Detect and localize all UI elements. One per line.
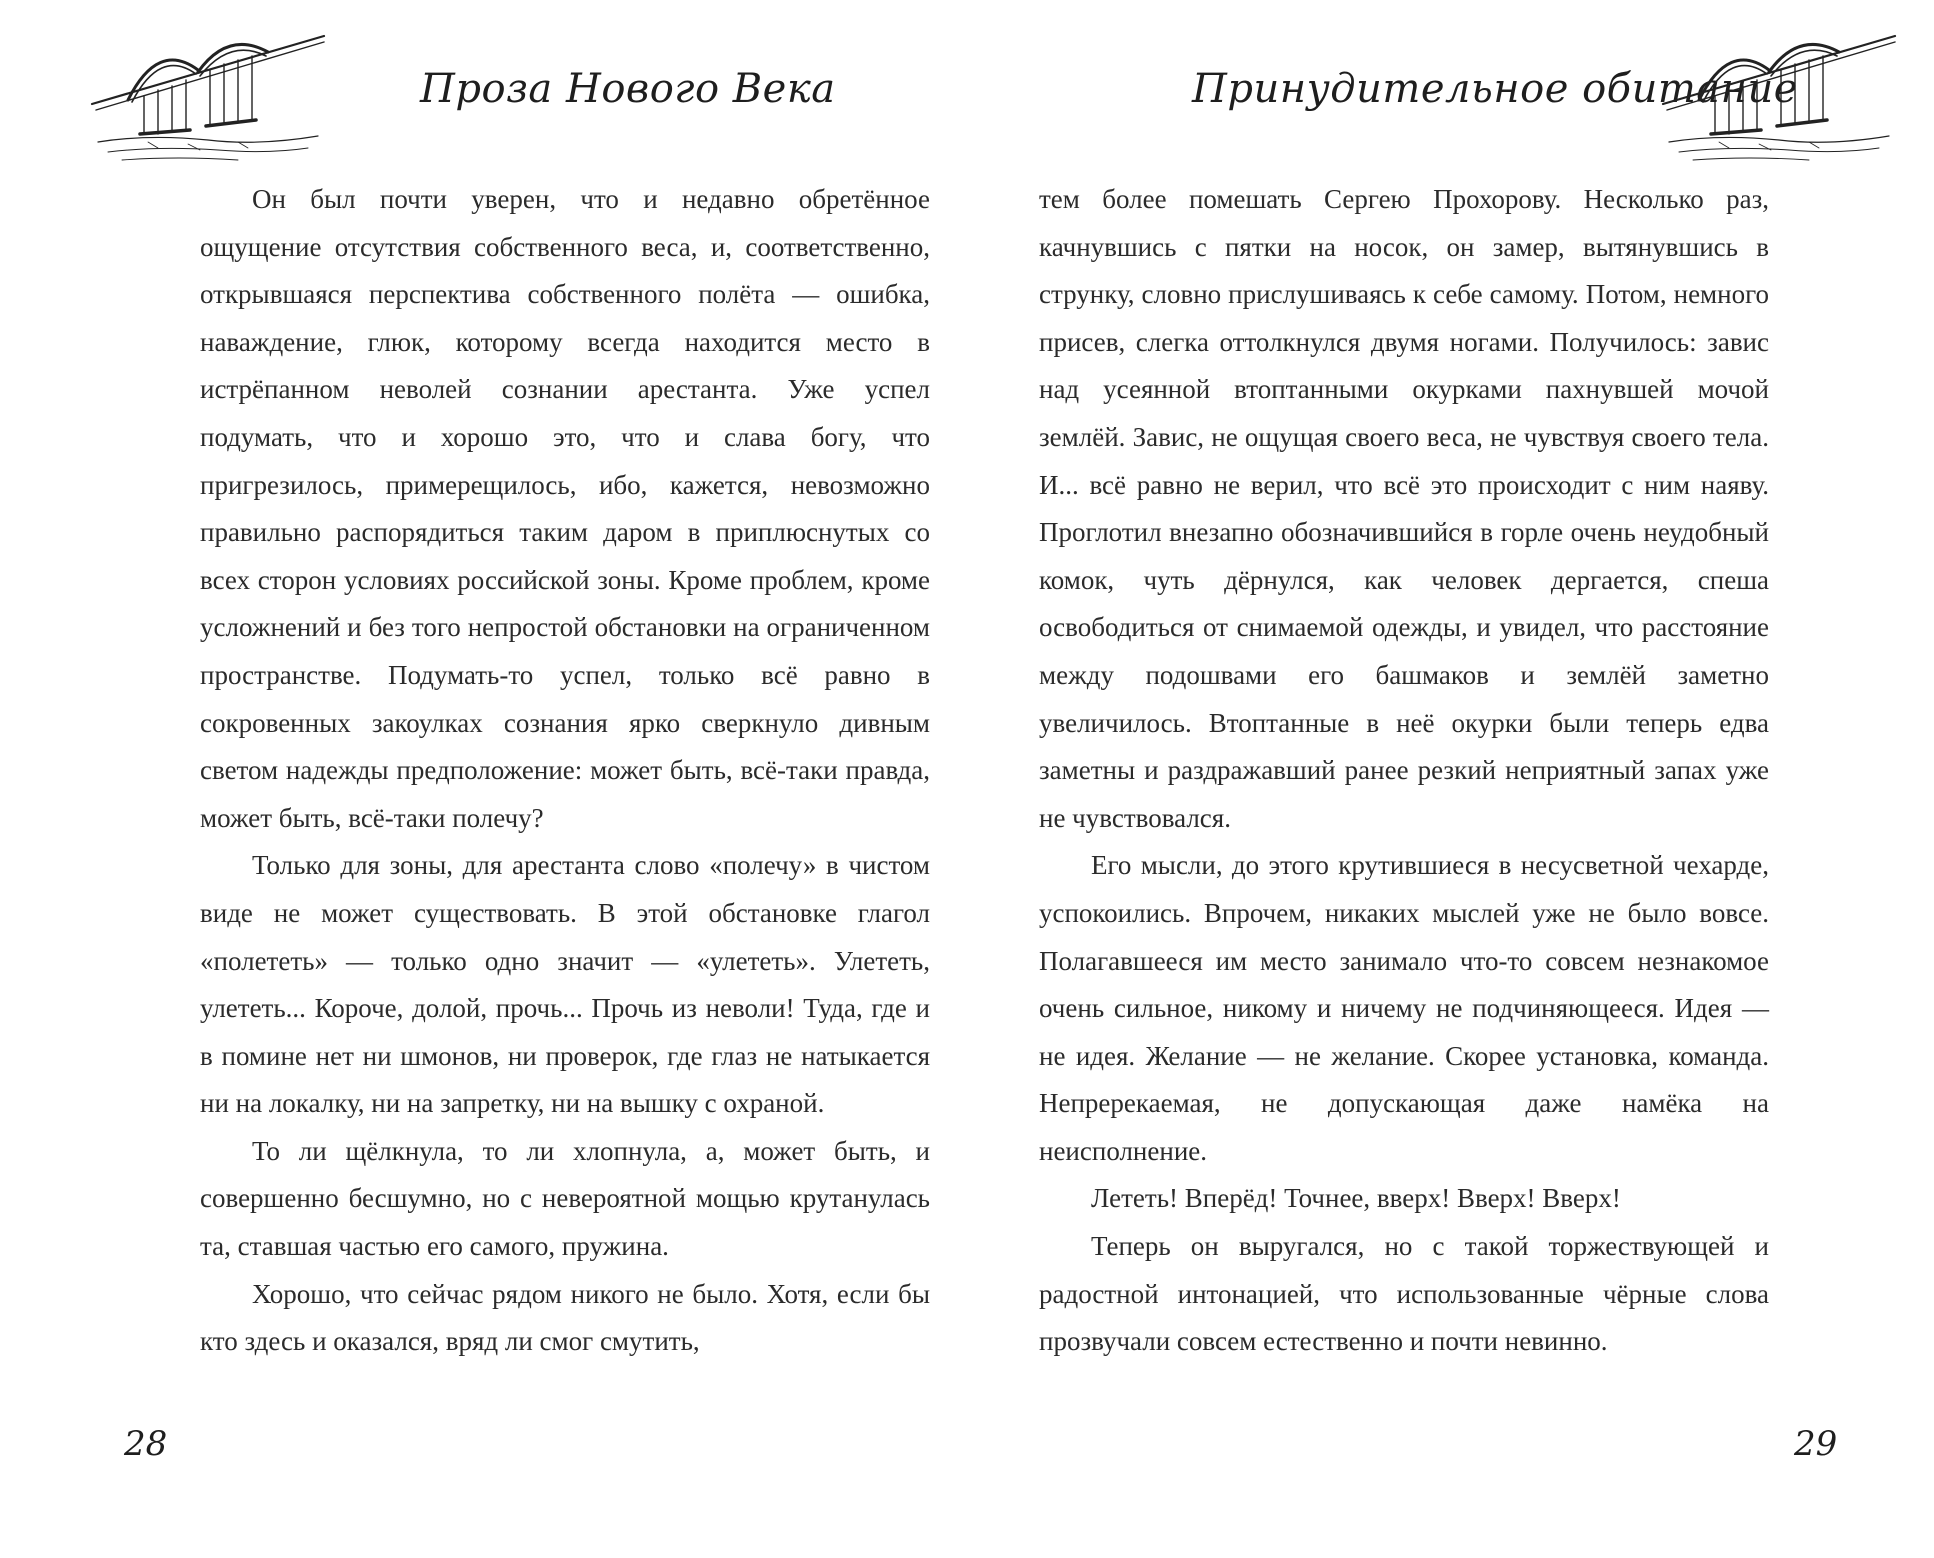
- page-number: 29: [1794, 1424, 1838, 1464]
- paragraph: Лететь! Вперёд! Точнее, вверх! Вверх! Вверх!: [1091, 1183, 1621, 1214]
- body-text: [1039, 176, 1769, 1366]
- paragraph: Он был почти уверен, что и недавно обретённое ощущение отсутствия собственного веса, и, соответственно, открывшаяся перспектива собственного полёта — ошибка, наваждение, глюк, которому всегда находится место в истрёпанном неволей сознании арестанта. Уже успел подумать, что и хорошо это, что и слава богу, что пригрезилось, примерещилось, ибо, кажется, невозможно правильно распорядиться таким даром в приплюснутых со всех сторон условиях российской зоны. Кроме проблем, кроме усложнений и без того непростой обстановки на ограниченном пространстве. Подумать-то успел, только всё равно в сокровенных закоулках сознания ярко сверкнуло дивным светом надежды предположение: может быть, всё-таки правда, может быть, всё-таки полечу?: [200, 184, 930, 833]
- paragraph: То ли щёлкнула, то ли хлопнула, а, может быть, и совершенно бесшумно, но с невероятной мощью крутанулась та, ставшая частью его самого, пружина.: [200, 1135, 930, 1262]
- paragraph: Хорошо, что сейчас рядом никого не было. Хотя, если бы кто здесь и оказался, вряд ли смог смутить,: [200, 1278, 930, 1357]
- bridge-sketch-icon: [88, 30, 328, 170]
- paragraph: Теперь он выругался, но с такой торжествующей и радостной интонацией, что использованные чёрные слова прозвучали совсем естественно и почти невинно.: [1039, 1231, 1769, 1357]
- running-head: Проза Нового Века: [420, 66, 836, 112]
- paragraph: Только для зоны, для арестанта слово «полечу» в чистом виде не может существовать. В этой обстановке глагол «полететь» — только одно значит — «улететь». Улететь, улететь... Короче, долой, прочь... Прочь из неволи! Туда, где и в помине нет ни шмонов, ни проверок, где глаз не натыкается ни на локалку, ни на запретку, ни на вышку с охраной.: [200, 850, 930, 1119]
- running-head: Принудительное обитание: [1192, 66, 1798, 112]
- paragraph-continuation: тем более помешать Сергею Прохорову. Несколько раз, качнувшись с пятки на носок, он замер, вытянувшись в струнку, словно прислушиваясь к себе самому. Потом, немного присев, слегка оттолкнулся двумя ногами. Получилось: завис над усеянной втоптанными окурками пахнувшей мочой землёй. Завис, не ощущая своего веса, не чувствуя своего тела. И... всё равно не верил, что всё это происходит с ним наяву. Проглотил внезапно обозначившийся в горле очень неудобный комок, чуть дёрнулся, как человек дергается, спеша освободиться от снимаемой одежды, и увидел, что расстояние между подошвами его башмаков и землёй заметно увеличилось. Втоптанные в неё окурки были теперь едва заметны и раздражавший ранее резкий неприятный запах уже не чувствовался.: [1039, 184, 1769, 833]
- bridge-sketch-icon: [1659, 30, 1899, 170]
- page-number: 28: [124, 1424, 168, 1464]
- paragraph: Его мысли, до этого крутившиеся в несусветной чехарде, успокоились. Впрочем, никаких мыслей уже не было вовсе. Полагавшееся им место занимало что-то совсем незнакомое очень сильное, никому и ничему не подчиняющееся. Идея — не идея. Желание — не желание. Скорее установка, команда. Непререкаемая, не допускающая даже намёка на неисполнение.: [1039, 850, 1769, 1166]
- body-text: [200, 176, 930, 1366]
- right-page: [967, 0, 1934, 1558]
